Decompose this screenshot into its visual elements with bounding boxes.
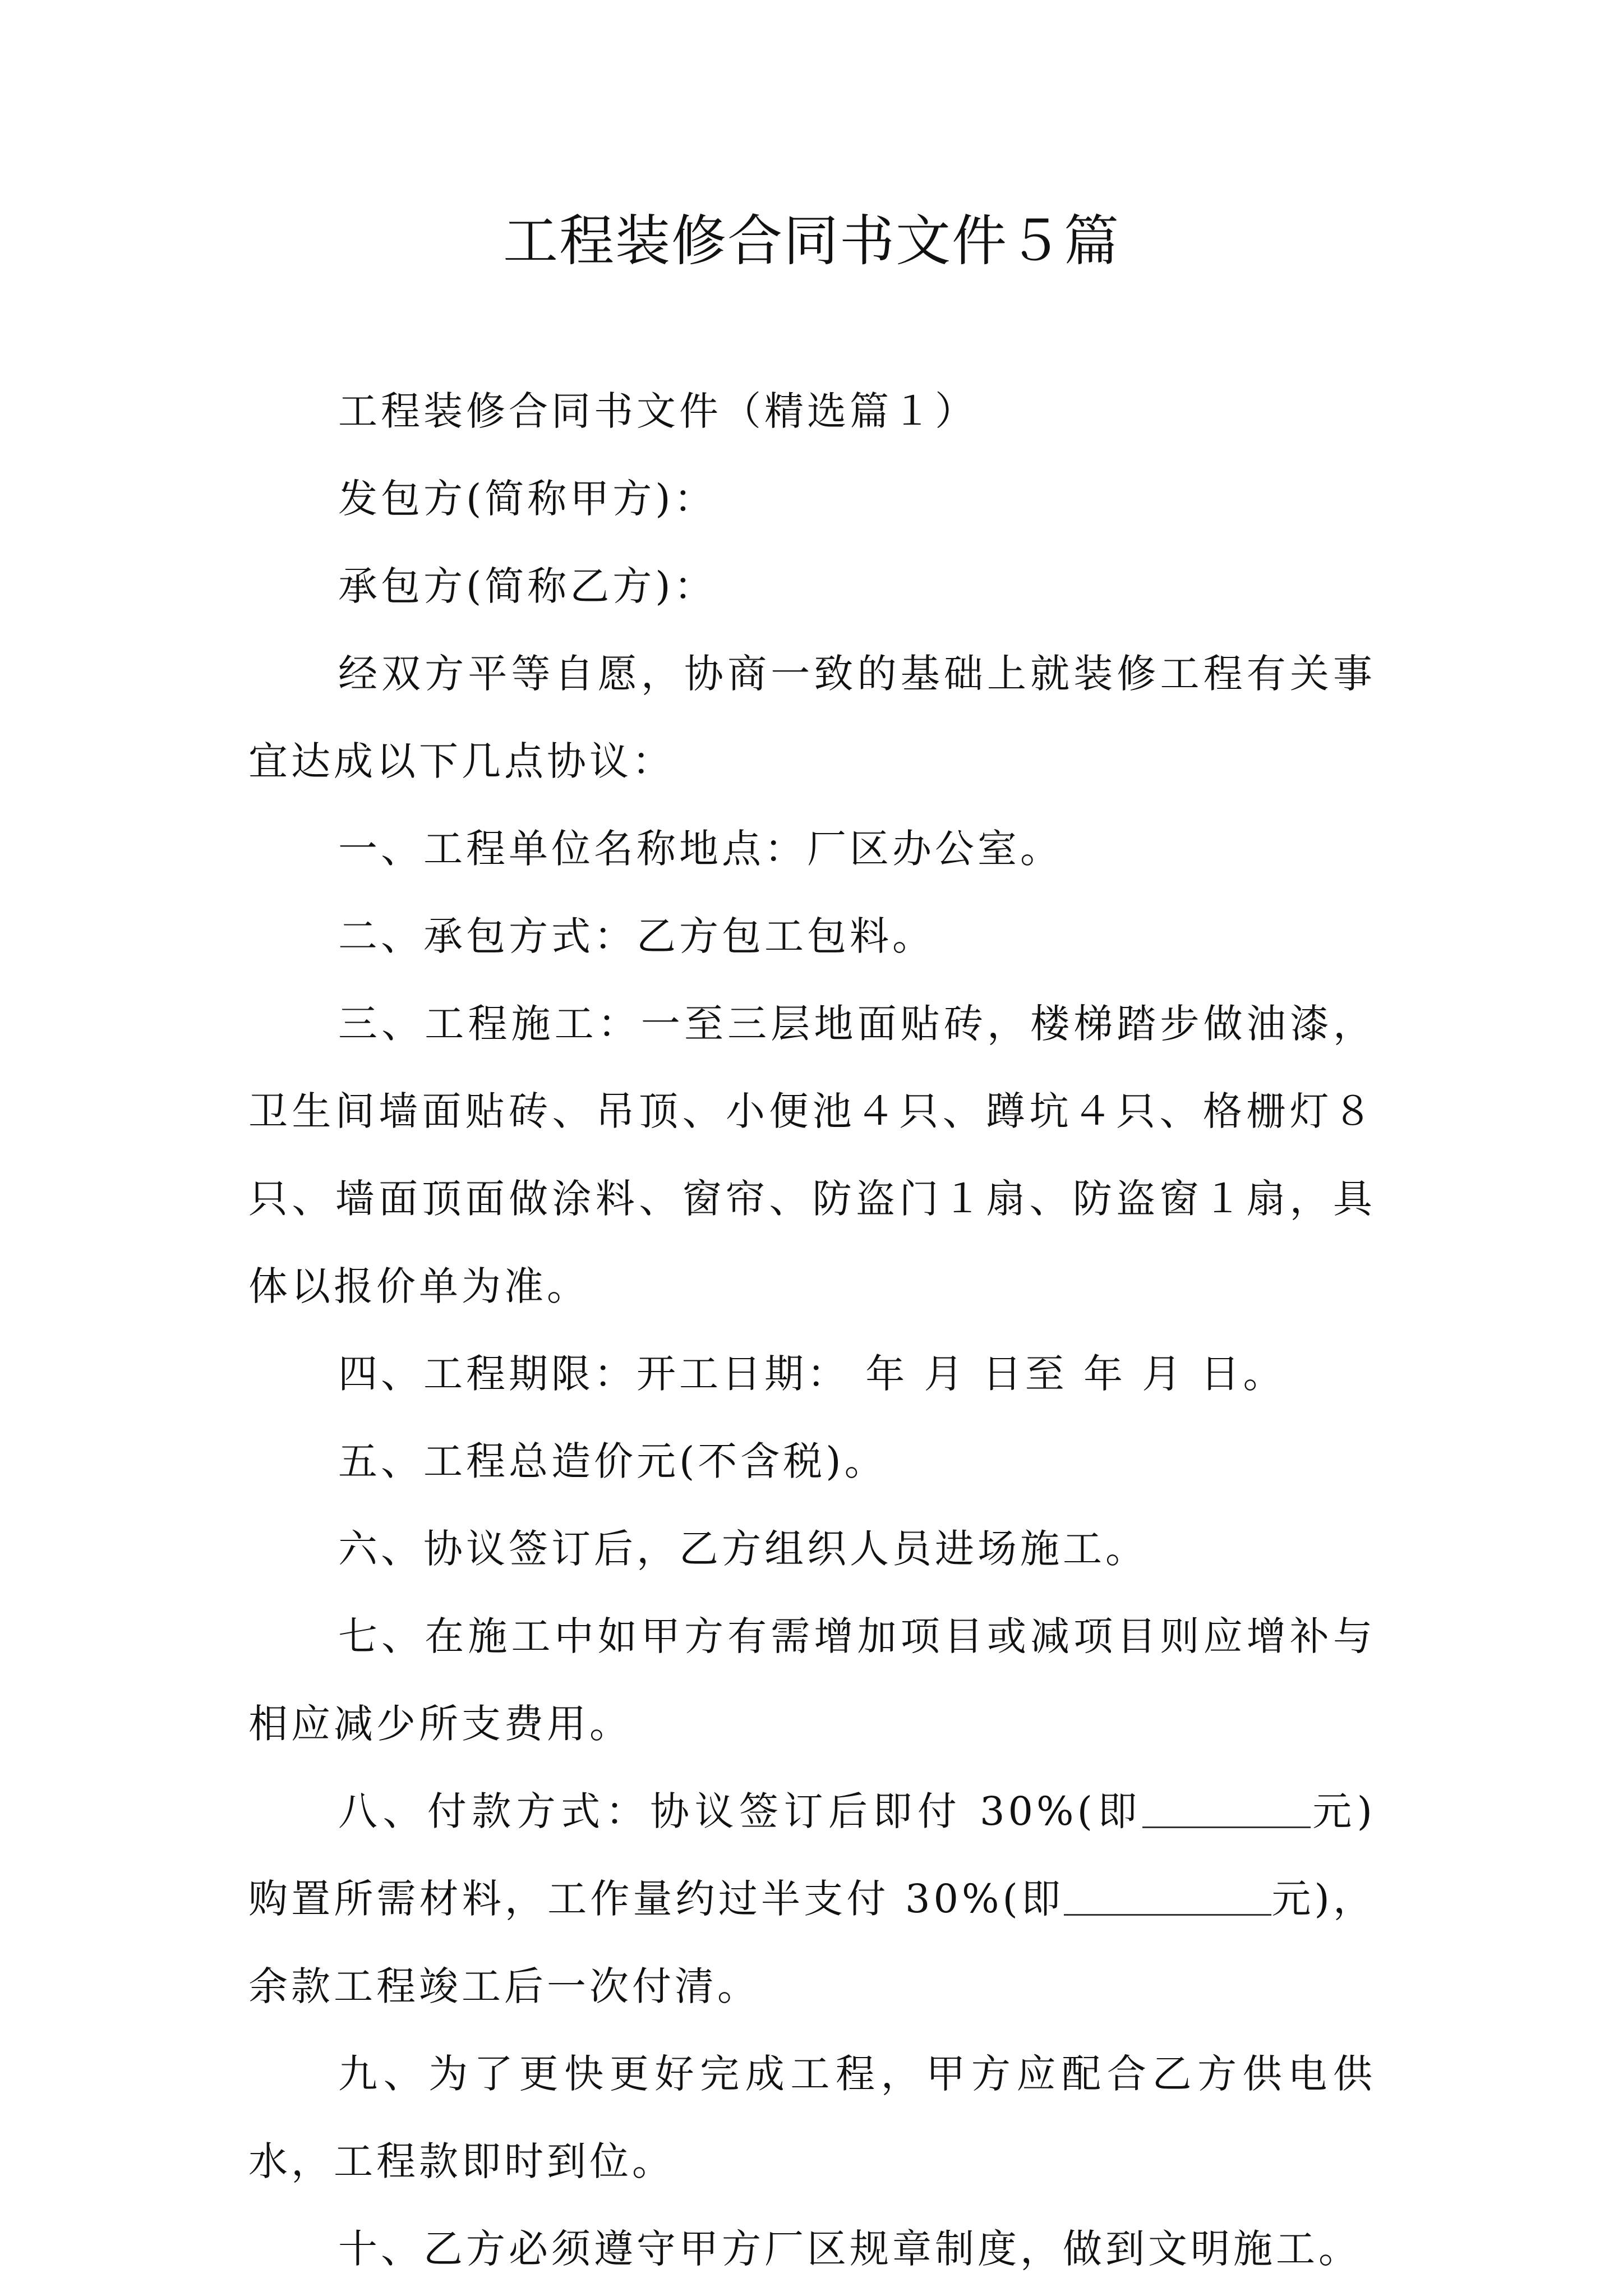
clause-2: 二、承包方式：乙方包工包料。 bbox=[338, 913, 935, 959]
clause-5: 五、工程总造价元(不含税)。 bbox=[338, 1438, 887, 1484]
preamble-paragraph: 经双方平等自愿，协商一致的基础上就装修工程有关事宜达成以下几点协议： bbox=[248, 651, 1376, 784]
clause-9: 九、为了更快更好完成工程，甲方应配合乙方供电供水，工程款即时到位。 bbox=[248, 2051, 1376, 2184]
clause-4: 四、工程期限：开工日期： 年 月 日至 年 月 日。 bbox=[338, 1351, 1286, 1397]
party-a-line: 发包方(简称甲方)： bbox=[338, 476, 717, 522]
section-heading: 工程装修合同书文件（精选篇１） bbox=[338, 388, 978, 434]
payment-text-3: 元)，余款工程竣工后一次付清。 bbox=[248, 1876, 1376, 2009]
clause-1: 一、工程单位名称地点：厂区办公室。 bbox=[338, 826, 1063, 872]
payment-text-2: 元)购置所需材料，工作量约过半支付 30%(即 bbox=[248, 1788, 1376, 1922]
document-title: 工程装修合同书文件５篇 bbox=[502, 209, 1120, 273]
clause-7: 七、在施工中如甲方有需增加项目或减项目则应增补与相应减少所支费用。 bbox=[248, 1613, 1376, 1747]
payment-blank-2 bbox=[1064, 1875, 1271, 1916]
party-b-line: 承包方(简称乙方)： bbox=[338, 563, 717, 609]
document-body bbox=[248, 367, 1376, 2293]
clause-10: 十、乙方必须遵守甲方厂区规章制度，做到文明施工。 bbox=[338, 2226, 1361, 2272]
payment-text-1: 八、付款方式：协议签订后即付 30%(即 bbox=[338, 1788, 1142, 1834]
payment-blank-1 bbox=[1142, 1787, 1311, 1828]
clause-3: 三、工程施工：一至三层地面贴砖，楼梯踏步做油漆，卫生间墙面贴砖、吊顶、小便池４只、蹲坑４只、格栅灯８只、墙面顶面做涂料、窗帘、防盗门１扇、防盗窗１扇，具体以报价单为准。 bbox=[248, 1001, 1376, 1309]
clause-8-payment bbox=[248, 1768, 1376, 2030]
clause-6: 六、协议签订后，乙方组织人员进场施工。 bbox=[338, 1526, 1148, 1572]
